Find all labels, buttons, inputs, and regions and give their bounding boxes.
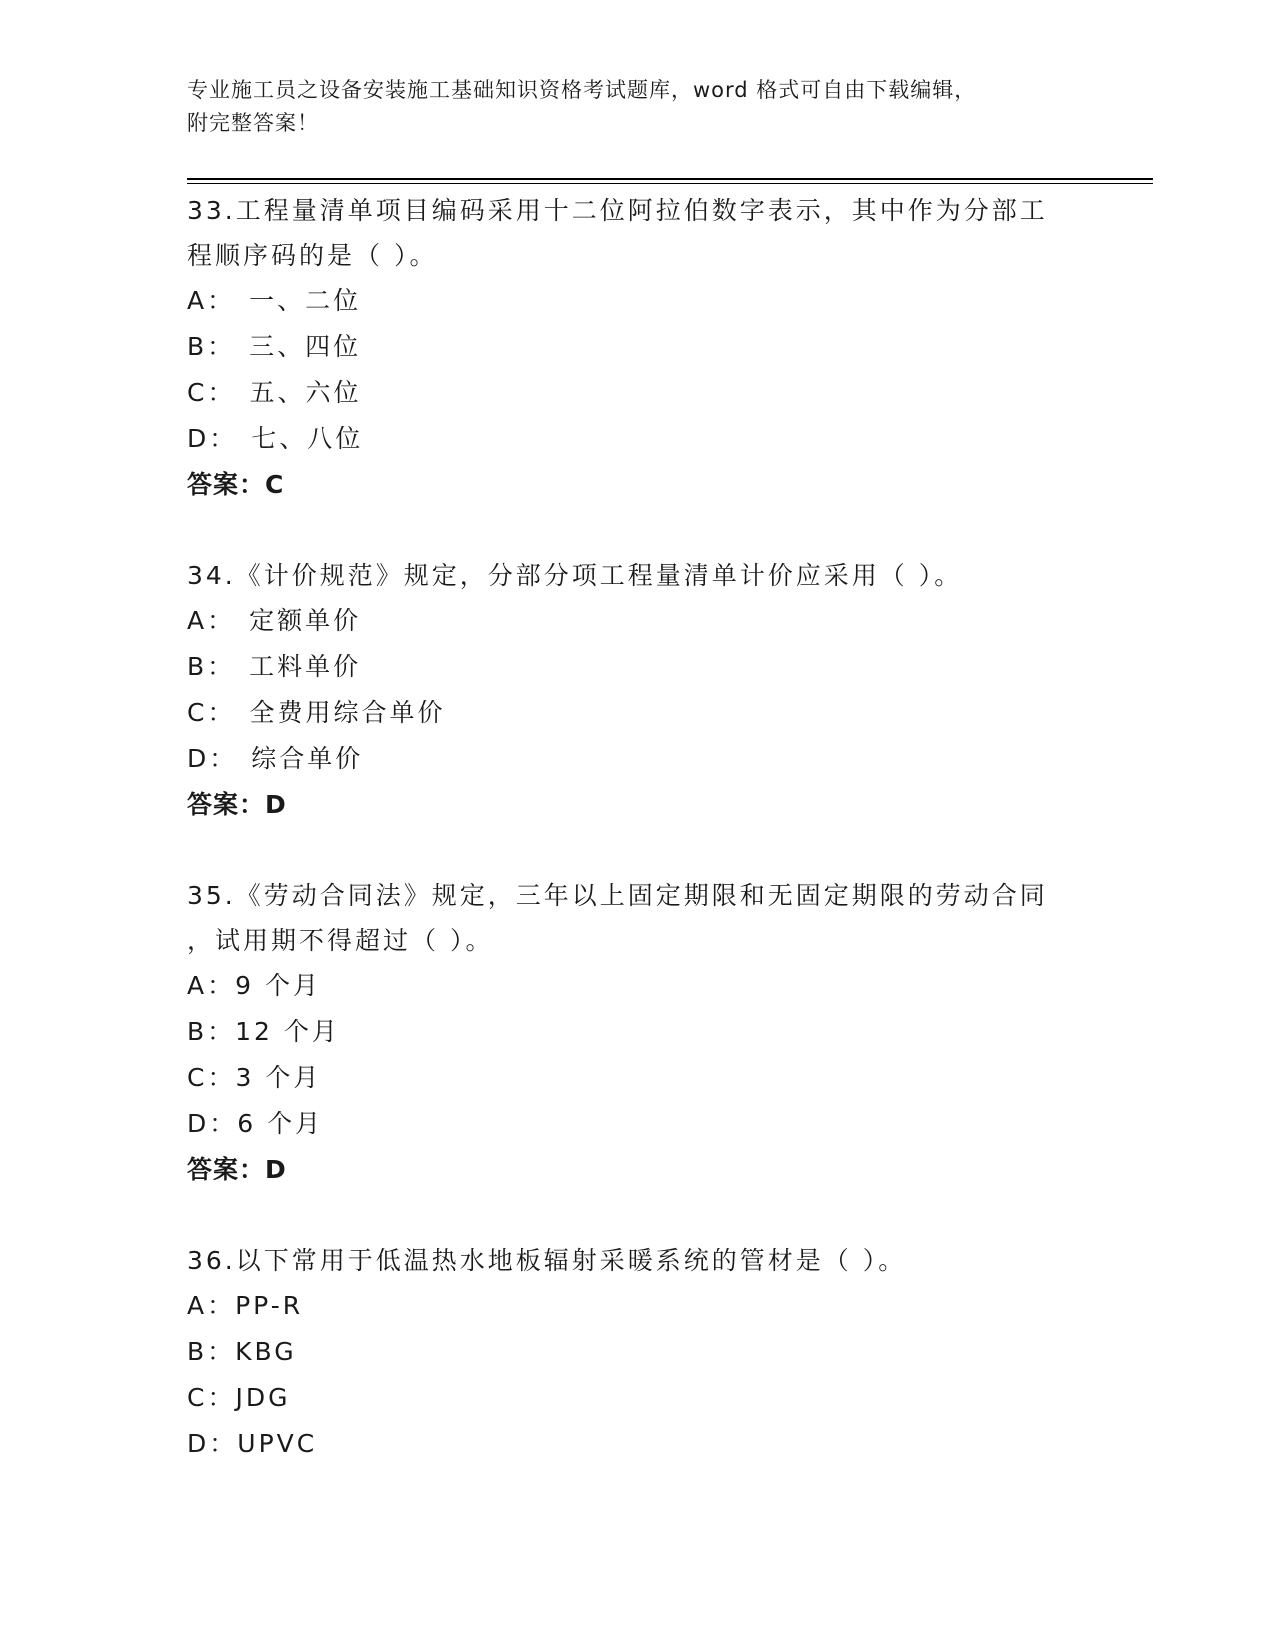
- option-text: 6 个月: [237, 1109, 324, 1138]
- option-key: A：: [187, 1291, 236, 1320]
- question-35: [187, 873, 1087, 1193]
- option-text: KBG: [235, 1337, 297, 1366]
- header-line-2: 附完整答案！: [187, 111, 319, 135]
- question-stem-line: 35.《劳动合同法》规定，三年以上固定期限和无固定期限的劳动合同: [187, 881, 1048, 910]
- option-key: A：: [187, 971, 236, 1000]
- option-d: [187, 1421, 1087, 1467]
- option-d: [187, 1101, 1087, 1147]
- question-stem: [187, 553, 1087, 598]
- option-c: [187, 370, 1087, 416]
- option-b: [187, 1329, 1087, 1375]
- option-key: B：: [187, 1017, 236, 1046]
- option-key: D：: [187, 1109, 238, 1138]
- option-text: JDG: [235, 1383, 291, 1412]
- option-text: 一、二位: [249, 286, 362, 315]
- question-stem-line: 33.工程量清单项目编码采用十二位阿拉伯数字表示，其中作为分部工: [187, 196, 1048, 225]
- option-key: D：: [187, 424, 238, 453]
- question-33: [187, 188, 1087, 508]
- option-c: [187, 1375, 1087, 1421]
- option-key: A：: [187, 286, 236, 315]
- option-text: 七、八位: [251, 424, 364, 453]
- option-text: UPVC: [237, 1429, 318, 1458]
- option-key: D：: [187, 1429, 238, 1458]
- option-b: [187, 1009, 1087, 1055]
- option-text: 工料单价: [249, 652, 362, 681]
- question-stem-line: ，试用期不得超过（ ）。: [187, 926, 494, 955]
- option-key: C：: [187, 378, 236, 407]
- question-stem: [187, 1238, 1087, 1283]
- option-text: 全费用综合单价: [249, 698, 446, 727]
- question-stem: [187, 873, 1087, 963]
- option-key: C：: [187, 1383, 236, 1412]
- document-header: [187, 74, 1087, 140]
- question-36: [187, 1238, 1087, 1467]
- question-stem: [187, 188, 1087, 278]
- question-list: [187, 188, 1087, 1512]
- option-key: C：: [187, 1063, 236, 1092]
- question-34: [187, 553, 1087, 828]
- option-text: PP-R: [235, 1291, 304, 1320]
- option-text: 五、六位: [249, 378, 362, 407]
- question-stem-line: 34.《计价规范》规定，分部分项工程量清单计价应采用（ ）。: [187, 561, 963, 590]
- option-c: [187, 690, 1087, 736]
- option-text: 三、四位: [249, 332, 362, 361]
- question-stem-line: 程顺序码的是（ ）。: [187, 241, 438, 270]
- option-text: 3 个月: [235, 1063, 322, 1092]
- option-a: [187, 598, 1087, 644]
- option-key: B：: [187, 1337, 236, 1366]
- option-a: [187, 963, 1087, 1009]
- answer-line: 答案：D: [187, 790, 287, 819]
- option-key: A：: [187, 606, 236, 635]
- option-a: [187, 1283, 1087, 1329]
- option-b: [187, 324, 1087, 370]
- option-key: B：: [187, 652, 236, 681]
- option-d: [187, 736, 1087, 782]
- option-key: B：: [187, 332, 236, 361]
- header-divider-thin: [187, 183, 1153, 184]
- answer-line: 答案：D: [187, 1155, 287, 1184]
- header-line-1: 专业施工员之设备安装施工基础知识资格考试题库，word 格式可自由下载编辑，: [187, 78, 977, 102]
- option-text: 定额单价: [249, 606, 362, 635]
- question-stem-line: 36.以下常用于低温热水地板辐射采暖系统的管材是（ ）。: [187, 1246, 907, 1275]
- option-d: [187, 416, 1087, 462]
- option-key: C：: [187, 698, 236, 727]
- option-text: 9 个月: [235, 971, 321, 1000]
- header-divider-thick: [187, 178, 1153, 180]
- option-c: [187, 1055, 1087, 1101]
- option-a: [187, 278, 1087, 324]
- option-text: 12 个月: [235, 1017, 340, 1046]
- option-b: [187, 644, 1087, 690]
- option-key: D：: [187, 744, 238, 773]
- answer-line: 答案：C: [187, 470, 285, 499]
- option-text: 综合单价: [251, 744, 364, 773]
